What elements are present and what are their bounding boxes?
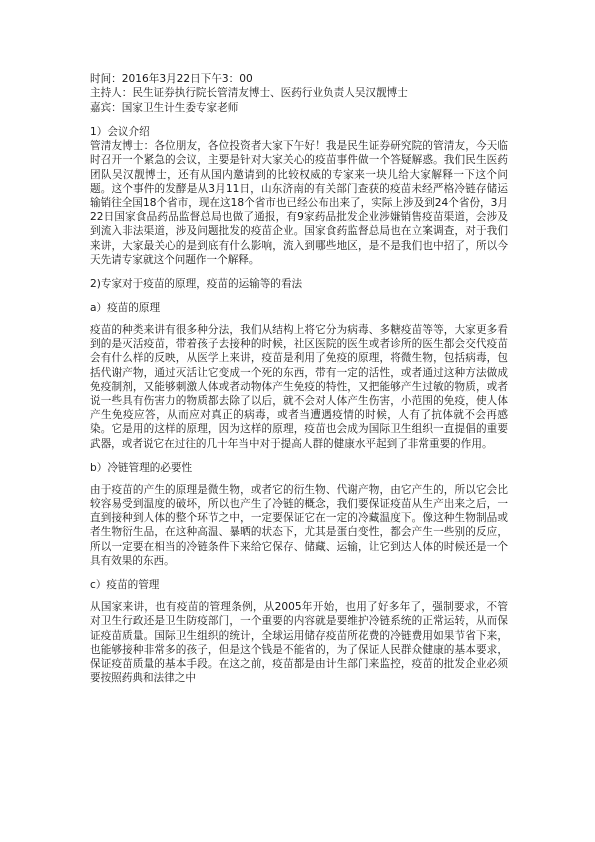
subsection-b-body: 由于疫苗的产生的原理是微生物，或者它的衍生物、代谢产物，由它产生的，所以它会比较容易受到温度的破坏，所以也产生了冷链的概念，我们要保证疫苗从生产出来之后，一直到接种到人体的整个环节之中，一定要保证它在一定的冷藏温度下。像这种生物制品或者生物衍生品，在这种高温、暴晒的状态下，尤其是蛋白变性，都会产生一些别的反应，所以一定要在相当的冷链条件下来给它保存、储藏、运输，让它到达人体的时候还是一个具有效果的东西。 [90,483,508,567]
subsection-c-title: c）疫苗的管理 [90,579,160,592]
subsection-a-body: 疫苗的种类来讲有很多种分法，我们从结构上将它分为病毒、多糖疫苗等等，大家更多看到的是灭活疫苗，带着孩子去接种的时候，社区医院的医生或者诊所的医生都会交代疫苗会有什么样的反映，从医学上来讲，疫苗是利用了免疫的原理，将微生物，包括病毒，包括代谢产物，通过灭活让它变成一个死的东西，带有一定的活性，或者通过这种方法做成免疫制剂，又能够刺激人体或者动物体产生免疫的特性，又把能够产生过敏的物质，或者说一些具有伤害力的物质都去除了以后，就不会对人体产生伤害，小范围的免疫，使人体产生免疫应答，从而应对真正的病毒，或者当遭遇疫情的时候，人有了抗体就不会再感染。它是用的这样的原理，因为这样的原理，疫苗也会成为国际卫生组织一直提倡的重要武器，或者说它在过往的几十年当中对于提高人群的健康水平起到了非常重要的作用。 [90,324,508,450]
document-page [90,72,508,685]
subsection-a-title: a）疫苗的原理 [90,302,161,315]
section-2-title: 2)专家对于疫苗的原理，疫苗的运输等的看法 [90,278,303,291]
meeting-guest: 嘉宾：国家卫生计生委专家老师 [90,101,239,114]
subsection-b-title: b）冷链管理的必要性 [90,461,193,474]
section-1-title: 1）会议介绍 [90,126,150,139]
meeting-host: 主持人：民生证券执行院长管清友博士、医药行业负责人吴汉靓博士 [90,87,408,100]
section-1-body: 管清友博士：各位朋友，各位投资者大家下午好！我是民生证券研究院的管清友，今天临时召开一个紧急的会议，主要是针对大家关心的疫苗事件做一个答疑解惑。我们民生医药团队吴汉靓博士，还有从国内邀请到的比较权威的专家来一块儿给大家解释一下这个问题。这个事件的发酵是从3月11日，山东济南的有关部门查获的疫苗未经严格冷链存储运输销往全国18个省市，现在这18个省市也已经公布出来了，实际上涉及到24个省份，3月22日国家食品药品监督总局也做了通报，有9家药品批发企业涉嫌销售疫苗渠道，会涉及到流入非法渠道，涉及问题批发的疫苗企业。国家食药监督总局也在立案调查，对于我们来讲，大家最关心的是到底有什么影响，流入到哪些地区，是不是我们也中招了，所以今天先请专家就这个问题作一个解释。 [90,140,508,266]
subsection-c-body: 从国家来讲，也有疫苗的管理条例，从2005年开始，也用了好多年了，强制要求，不管对卫生行政还是卫生防疫部门，一个重要的内容就是要维护冷链系统的正常运转，从而保证疫苗质量。国际卫生组织的统计，全球运用储存疫苗所花费的冷链费用如果节省下来，也能够接种非常多的孩子，但是这个钱是不能省的，为了保证人民群众健康的基本要求，保证疫苗质量的基本手段。在这之前，疫苗都是由计生部门来监控，疫苗的批发企业必须要按照药典和法律之中 [90,601,508,685]
meeting-time: 时间：2016年3月22日下午3：00 [90,73,253,85]
